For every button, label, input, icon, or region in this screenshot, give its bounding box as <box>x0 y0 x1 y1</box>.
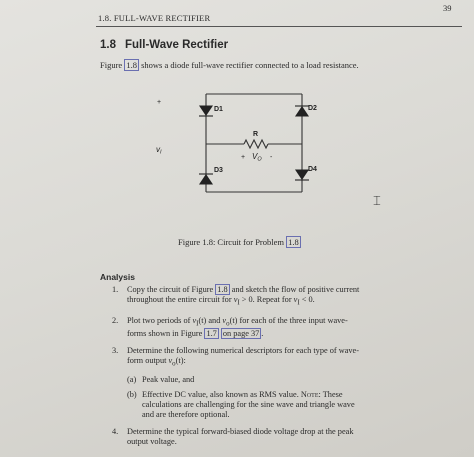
question-1-line-2: throughout the entire circuit for $v_I > 0$. Repeat for $v_I < 0$. <box>127 295 315 307</box>
text-cursor-icon: ⌶ <box>373 194 381 209</box>
diode-d2-label: D2 <box>308 105 317 112</box>
diode-d4-symbol <box>296 170 308 179</box>
sub-item-label: (a) <box>127 374 137 384</box>
caption-text: Figure 1.8: Circuit for Problem <box>178 237 287 247</box>
question-3b-line-1: Effective DC value, also known as RMS value. Note: These <box>142 389 343 399</box>
output-minus-label: - <box>270 154 273 161</box>
figure-ref-link[interactable]: 1.8 <box>217 285 228 294</box>
resistor-label: R <box>253 131 259 138</box>
question-number: 4. <box>112 426 119 436</box>
section-number: 1.8 <box>100 39 116 51</box>
diode-d3-symbol <box>200 175 212 184</box>
diode-d1-symbol <box>200 106 212 115</box>
caption-problem-ref-link[interactable]: 1.8 <box>288 237 299 247</box>
question-3 <box>112 346 374 420</box>
diode-d4-label: D4 <box>308 166 317 173</box>
source-plus-label: + <box>157 99 162 106</box>
question-3-line-1: Determine the following numerical descriptors for each type of wave- <box>127 346 359 356</box>
header-rule <box>96 26 462 27</box>
intro-text-start: Figure <box>100 60 125 70</box>
question-2 <box>112 316 374 340</box>
question-2-line-2: forms shown in Figure 1.7 on page 37 . <box>127 329 264 339</box>
question-1 <box>112 285 374 309</box>
question-number: 3. <box>112 346 119 356</box>
section-title-text: Full-Wave Rectifier <box>125 39 229 51</box>
output-plus-label: + <box>241 154 246 161</box>
question-3b <box>127 390 374 420</box>
question-4-line-2: output voltage. <box>127 436 177 446</box>
intro-text-end: shows a diode full-wave rectifier connected to a load resistance. <box>138 60 359 70</box>
question-number: 1. <box>112 285 119 294</box>
question-3-line-2: form output $v_o(t)$: <box>127 356 186 368</box>
rectifier-circuit-diagram <box>140 82 350 212</box>
page-ref-link[interactable]: on page 37 <box>222 329 260 339</box>
page-number: 39 <box>443 3 452 13</box>
source-voltage-label: vI <box>156 145 162 156</box>
question-1-line-1: Copy the circuit of Figure 1.8 and sketch the flow of positive current <box>127 285 360 294</box>
question-2-line-1: Plot two periods of $v_I(t)$ and $v_o(t)$ for each of the three input wave- <box>127 315 348 328</box>
diode-d2-symbol <box>296 107 308 116</box>
analysis-heading: Analysis <box>100 272 135 282</box>
question-3a <box>127 375 374 385</box>
question-3b-line-2: calculations are challenging for the sine wave and triangle wave <box>142 399 355 409</box>
diode-d1-label: D1 <box>214 106 223 113</box>
diode-d3-label: D3 <box>214 167 223 174</box>
resistor-symbol <box>244 140 268 148</box>
running-head: 1.8. FULL-WAVE RECTIFIER <box>98 13 211 23</box>
output-voltage-label: VO <box>252 152 262 163</box>
figure-ref-link[interactable]: 1.7 <box>206 329 217 339</box>
section-title <box>100 39 228 51</box>
question-4-line-1: Determine the typical forward-biased diode voltage drop at the peak <box>127 426 354 436</box>
question-number: 2. <box>112 315 119 325</box>
sub-item-label: (b) <box>127 389 137 399</box>
analysis-question-list <box>112 285 374 454</box>
question-3b-line-3: and are therefore optional. <box>142 409 230 419</box>
question-4 <box>112 427 374 447</box>
question-3a-text: Peak value, and <box>142 374 195 384</box>
figure-caption <box>178 237 301 247</box>
intro-paragraph <box>100 60 359 70</box>
figure-ref-link[interactable]: 1.8 <box>126 60 137 70</box>
